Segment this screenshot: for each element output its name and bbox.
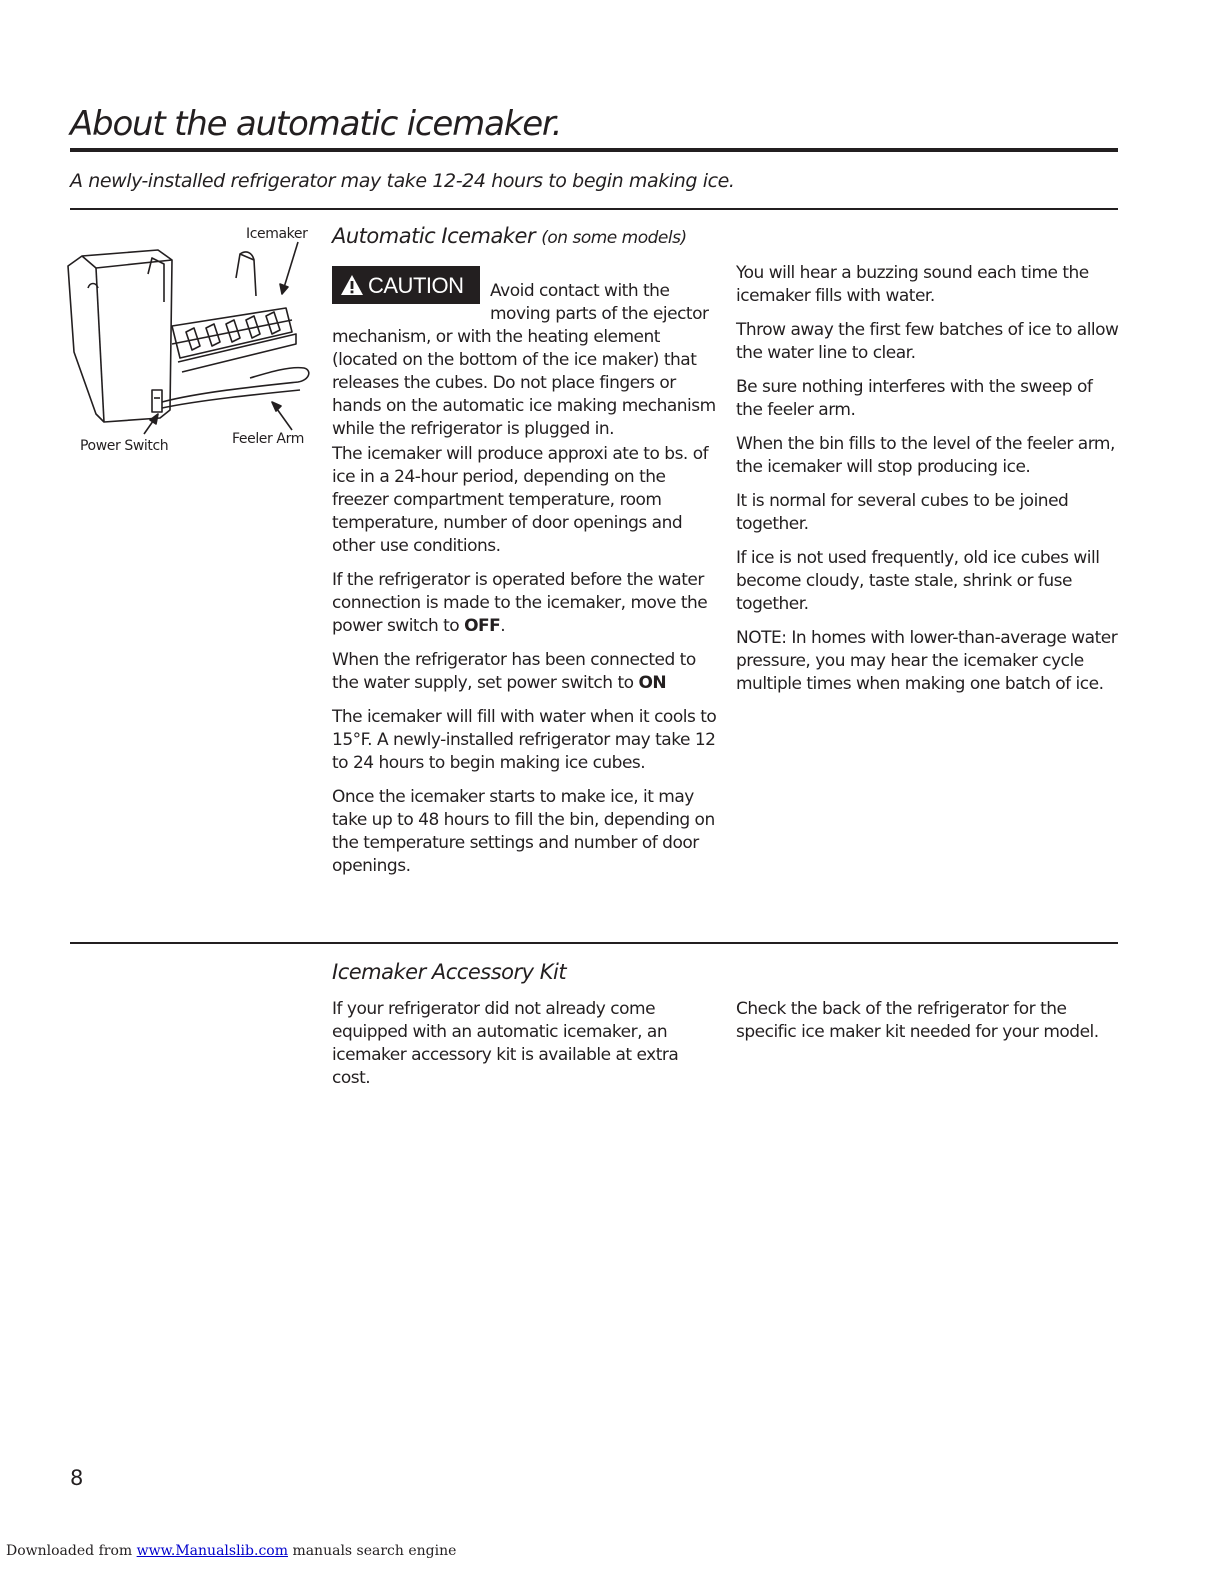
once-paragraph: Once the icemaker starts to make ice, it may take up to 48 hours to fill the bin, depending on the temperature settings and number of door openings. [332, 787, 715, 876]
warning-icon [340, 273, 364, 297]
note-paragraph: NOTE: In homes with lower-than-average water pressure, you may hear the icemaker cycle multiple times when making one batch of ice. [736, 628, 1118, 694]
right-paragraph: If ice is not used frequently, old ice cubes will become cloudy, taste stale, shrink or fuse together. [736, 548, 1100, 614]
caution-label: CAUTION [368, 272, 464, 298]
fill-paragraph: The icemaker will fill with water when it cools to 15°F. A newly-installed refrigerator may take 12 to 24 hours to begin making ice cubes. [332, 707, 717, 773]
manualslib-link[interactable]: www.Manualslib.com [136, 1543, 288, 1559]
caution-text: Avoid contact with the moving parts of the ejector mechanism, or with the heating element (located on the bottom of the ice maker) that releases the cubes. Do not place fingers or hands on the automatic ice making mechanism while the refrigerator is plugged in. [332, 281, 716, 439]
page-subtitle: A newly-installed refrigerator may take 12-24 hours to begin making ice. [70, 170, 735, 192]
caution-paragraph [332, 264, 717, 441]
footer [6, 1543, 456, 1559]
right-paragraph: You will hear a buzzing sound each time the icemaker fills with water. [736, 263, 1089, 306]
auto-left-column [332, 264, 717, 889]
kit-right-column [736, 998, 1121, 1055]
kit-left-paragraph: If your refrigerator did not already come equipped with an automatic icemaker, an icemaker accessory kit is available at extra cost. [332, 999, 679, 1088]
section-heading-automatic-icemaker [332, 224, 687, 248]
footer-prefix: Downloaded from [6, 1543, 133, 1559]
page-title: About the automatic icemaker. [70, 104, 562, 144]
off-paragraph: If the refrigerator is operated before the water connection is made to the icemaker, move the power switch to OFF. [332, 570, 708, 636]
section-heading-accessory-kit: Icemaker Accessory Kit [332, 960, 567, 984]
icemaker-figure [60, 222, 320, 462]
section-heading-note: (on some models) [541, 228, 687, 248]
caution-badge [332, 266, 480, 304]
right-paragraph: It is normal for several cubes to be joined together. [736, 491, 1069, 534]
kit-right-paragraph: Check the back of the refrigerator for the specific ice maker kit needed for your model. [736, 999, 1099, 1042]
on-word: ON [638, 673, 667, 693]
section-divider-top [70, 208, 1118, 210]
right-paragraph: Throw away the first few batches of ice to allow the water line to clear. [736, 320, 1119, 363]
icemaker-illustration [60, 222, 320, 462]
off-word: OFF [464, 616, 501, 636]
off-paragraph-text: If the refrigerator is operated before the water connection is made to the icemaker, move the power switch to [332, 570, 708, 636]
right-paragraph: When the bin fills to the level of the feeler arm, the icemaker will stop producing ice. [736, 434, 1115, 477]
on-paragraph-text: When the refrigerator has been connected to the water supply, set power switch to [332, 650, 696, 693]
feeler-arm-label: Feeler Arm [232, 431, 304, 447]
footer-suffix: manuals search engine [292, 1543, 457, 1559]
power-switch-label: Power Switch [80, 438, 169, 454]
auto-right-column [736, 262, 1121, 707]
page-number: 8 [70, 1466, 84, 1490]
on-paragraph [332, 649, 717, 695]
title-rule [70, 148, 1118, 152]
section-heading-text: Automatic Icemaker [332, 224, 536, 248]
produce-paragraph: The icemaker will produce approxi ate to bs. of ice in a 24-hour period, depending on the freezer compartment temperature, room temperature, number of door openings and other use conditions. [332, 444, 709, 556]
right-paragraph: Be sure nothing interferes with the sweep of the feeler arm. [736, 377, 1093, 420]
section-divider-kit [70, 942, 1118, 944]
icemaker-label: Icemaker [246, 226, 308, 242]
kit-left-column [332, 998, 717, 1101]
